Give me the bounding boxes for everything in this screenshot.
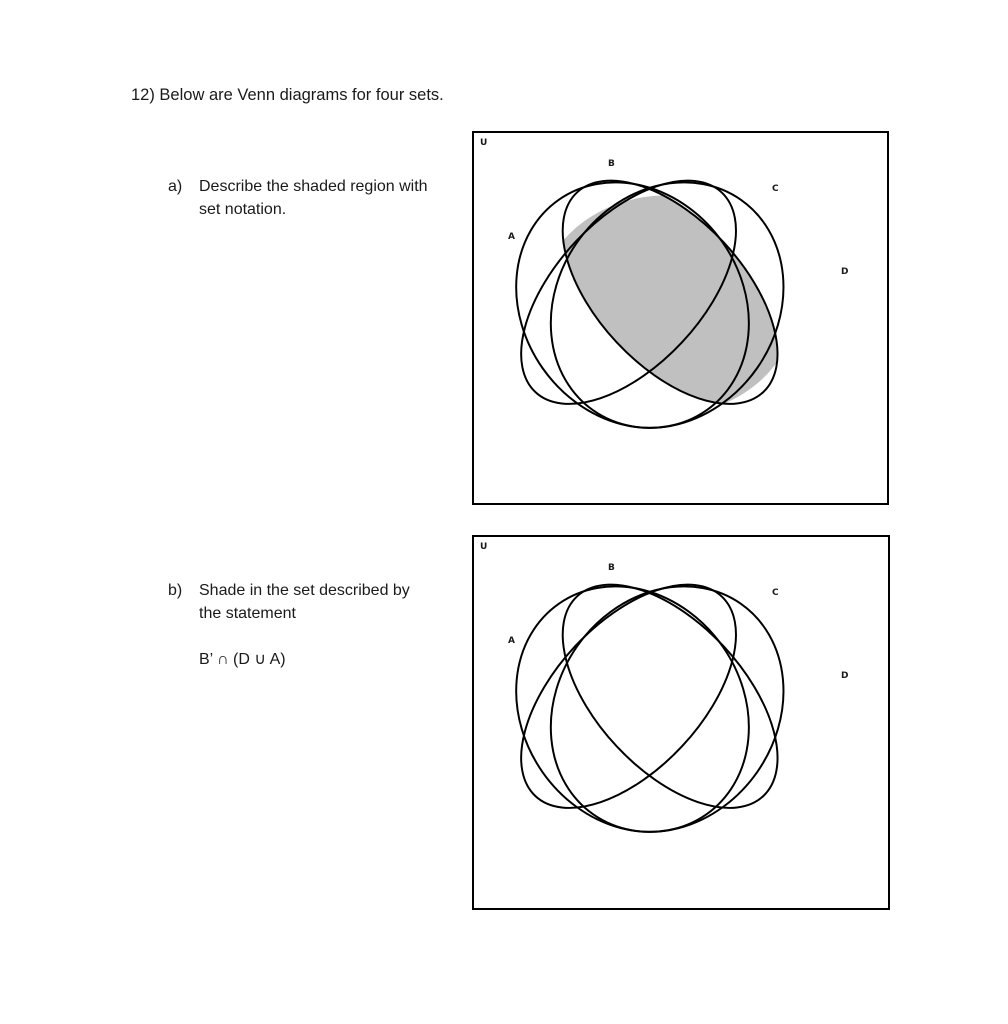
shaded-region: [539, 195, 796, 415]
question-heading: 12) Below are Venn diagrams for four sets.: [131, 86, 444, 104]
part-a-text-line1: Describe the shaded region with: [199, 178, 428, 195]
venn-diagram-a: [472, 131, 889, 505]
part-b-text-line2: the statement: [199, 605, 296, 622]
set-a-ellipse: [474, 541, 796, 878]
part-a-number: a): [168, 178, 183, 195]
universe-label: U: [480, 542, 488, 552]
set-c-label: C: [772, 588, 779, 598]
set-b-label: B: [608, 159, 615, 169]
set-a-label: A: [508, 232, 515, 242]
set-c-label: C: [772, 184, 779, 194]
venn-diagram-b-svg: [474, 537, 888, 908]
set-a-label: A: [508, 636, 515, 646]
venn-diagram-a-svg: [474, 133, 887, 503]
set-d-label: D: [841, 267, 849, 277]
set-d-label: D: [841, 671, 849, 681]
part-b-text-line1: Shade in the set described by: [199, 582, 410, 599]
part-b-number: b): [168, 582, 183, 599]
universe-label: U: [480, 138, 488, 148]
part-a-text-line2: set notation.: [199, 201, 287, 218]
set-d-ellipse: [503, 541, 830, 878]
venn-diagram-b: [472, 535, 890, 910]
set-b-label: B: [608, 563, 615, 573]
set-expression: B’ ∩ (D ∪ A): [199, 651, 286, 668]
